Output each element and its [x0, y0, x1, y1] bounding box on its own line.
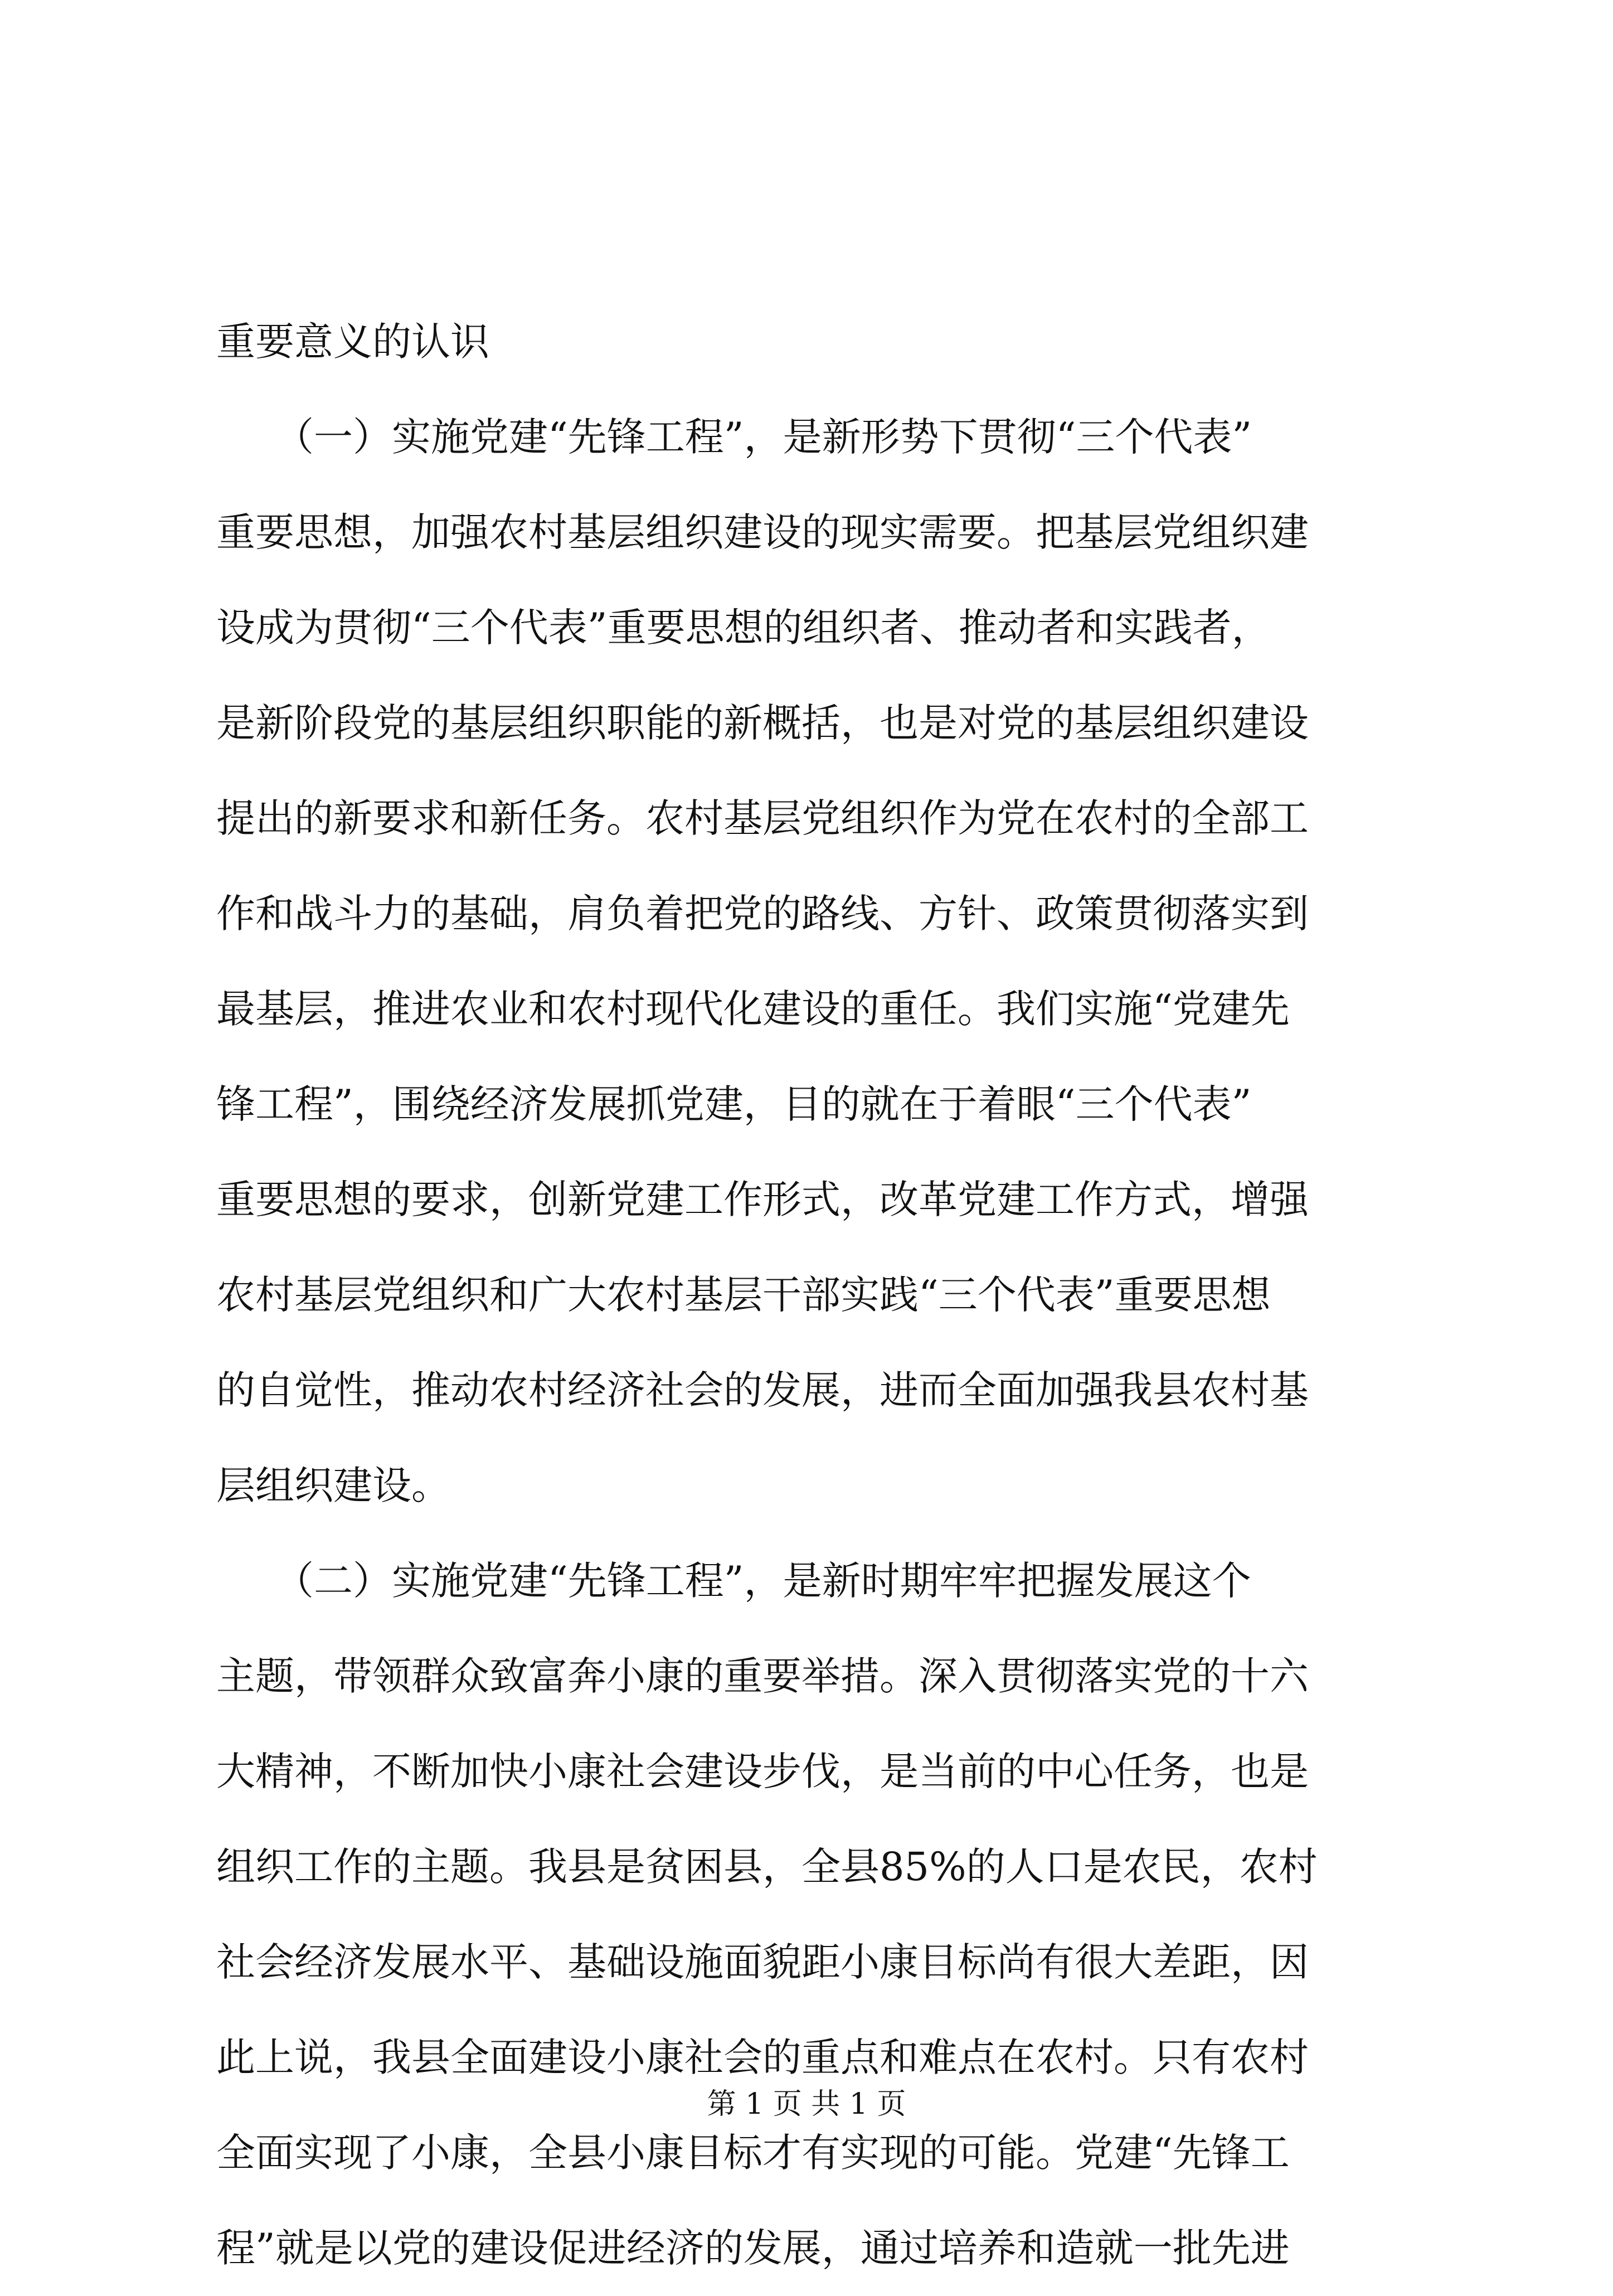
text-line: （二）实施党建“先锋工程”，是新时期牢牢把握发展这个	[216, 1558, 1251, 1604]
text-line: 是新阶段党的基层组织职能的新概括，也是对党的基层组织建设	[216, 700, 1309, 746]
text-line: 全面实现了小康，全县小康目标才有实现的可能。党建“先锋工	[216, 2130, 1290, 2176]
text-line: 最基层，推进农业和农村现代化建设的重任。我们实施“党建先	[216, 986, 1290, 1032]
text-line: 农村基层党组织和广大农村基层干部实践“三个代表”重要思想	[216, 1272, 1271, 1318]
text-line: 重要思想，加强农村基层组织建设的现实需要。把基层党组织建	[216, 509, 1309, 555]
text-line: 重要意义的认识	[216, 319, 489, 365]
text-line: 组织工作的主题。我县是贫困县，全县85%的人口是农民，农村	[216, 1844, 1318, 1890]
text-line: 大精神，不断加快小康社会建设步伐，是当前的中心任务，也是	[216, 1749, 1309, 1794]
text-line: 重要思想的要求，创新党建工作形式，改革党建工作方式，增强	[216, 1177, 1309, 1222]
text-line: 此上说，我县全面建设小康社会的重点和难点在农村。只有农村	[216, 2035, 1309, 2080]
text-line: （一）实施党建“先锋工程”，是新形势下贯彻“三个代表”	[216, 414, 1252, 460]
text-line: 层组织建设。	[216, 1463, 450, 1508]
text-line: 主题，带领群众致富奔小康的重要举措。深入贯彻落实党的十六	[216, 1653, 1309, 1699]
text-line: 作和战斗力的基础，肩负着把党的路线、方针、政策贯彻落实到	[216, 891, 1309, 936]
text-line: 提出的新要求和新任务。农村基层党组织作为党在农村的全部工	[216, 795, 1309, 841]
text-line: 社会经济发展水平、基础设施面貌距小康目标尚有很大差距，因	[216, 1939, 1309, 1985]
text-line: 的自觉性，推动农村经济社会的发展，进而全面加强我县农村基	[216, 1367, 1309, 1413]
text-line: 设成为贯彻“三个代表”重要思想的组织者、推动者和实践者，	[216, 605, 1271, 651]
page-footer: 第 1 页 共 1 页	[707, 2088, 906, 2121]
text-line: 程”就是以党的建设促进经济的发展，通过培养和造就一批先进	[216, 2225, 1290, 2271]
text-line: 锋工程”，围绕经济发展抓党建，目的就在于着眼“三个代表”	[216, 1081, 1252, 1127]
document-body	[216, 294, 1403, 2296]
